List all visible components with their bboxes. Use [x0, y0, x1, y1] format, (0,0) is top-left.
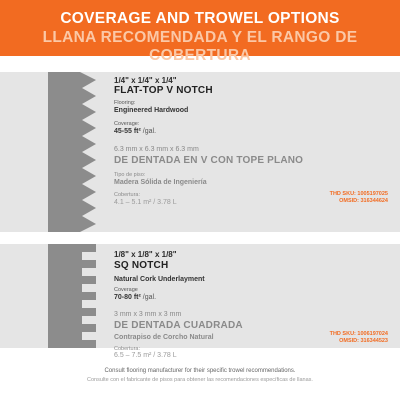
coverage-label: Coverage:	[114, 121, 140, 127]
footer-note-es: Consulte con el fabricante de pisos para obtener las recomendaciones específicas de llanas.	[87, 377, 313, 383]
sku: THD SKU: 1006197024	[329, 331, 388, 337]
floor-type-es: Madera Sólida de Ingeniería	[114, 179, 207, 186]
coverage-label: Coverage	[114, 287, 138, 293]
flooring-value: Engineered Hardwood	[114, 107, 189, 114]
floor-type-es: Contrapiso de Corcho Natural	[114, 334, 214, 341]
trowel-name: FLAT-TOP V NOTCH	[114, 85, 213, 96]
trowel-size: 1/8" x 1/8" x 1/8"	[114, 250, 177, 259]
omsid: OMSID: 316344523	[339, 338, 388, 344]
banner-title: COVERAGE AND TROWEL OPTIONS	[60, 10, 340, 27]
trowel-name-es: DE DENTADA CUADRADA	[114, 320, 243, 331]
header-banner	[0, 0, 400, 64]
square-notch-trowel-icon	[48, 244, 100, 348]
trowel-name-es: DE DENTADA EN V CON TOPE PLANO	[114, 155, 304, 166]
floor-type-label-es: Tipo de piso:	[114, 172, 146, 178]
trowel-name: SQ NOTCH	[114, 260, 169, 271]
metric-size: 3 mm x 3 mm x 3 mm	[114, 311, 182, 318]
metric-size: 6.3 mm x 6.3 mm x 6.3 mm	[114, 146, 199, 153]
coverage-es: 6.5 – 7.5 m² / 3.78 L	[114, 352, 177, 359]
coverage-es: 4.1 – 5.1 m² / 3.78 L	[114, 199, 177, 206]
flooring-value: Natural Cork Underlayment	[114, 276, 205, 283]
coverage-value: 70-80 ft² /gal.	[114, 294, 157, 301]
trowel-size: 1/4" x 1/4" x 1/4"	[114, 76, 177, 85]
coverage-label-es: Cobertura:	[114, 346, 140, 352]
coverage-label-es: Cobertura:	[114, 192, 140, 198]
footer-note-en: Consult flooring manufacturer for their specific trowel recommendations.	[104, 368, 296, 374]
v-notch-trowel-icon	[48, 72, 100, 232]
omsid: OMSID: 316344624	[339, 198, 388, 204]
coverage-value: 45-55 ft² /gal.	[114, 128, 157, 135]
sku: THD SKU: 1005197025	[329, 191, 388, 197]
flooring-label: Flooring:	[114, 100, 136, 106]
banner-subtitle: LLANA RECOMENDADA Y EL RANGO DE COBERTURA	[42, 29, 358, 64]
